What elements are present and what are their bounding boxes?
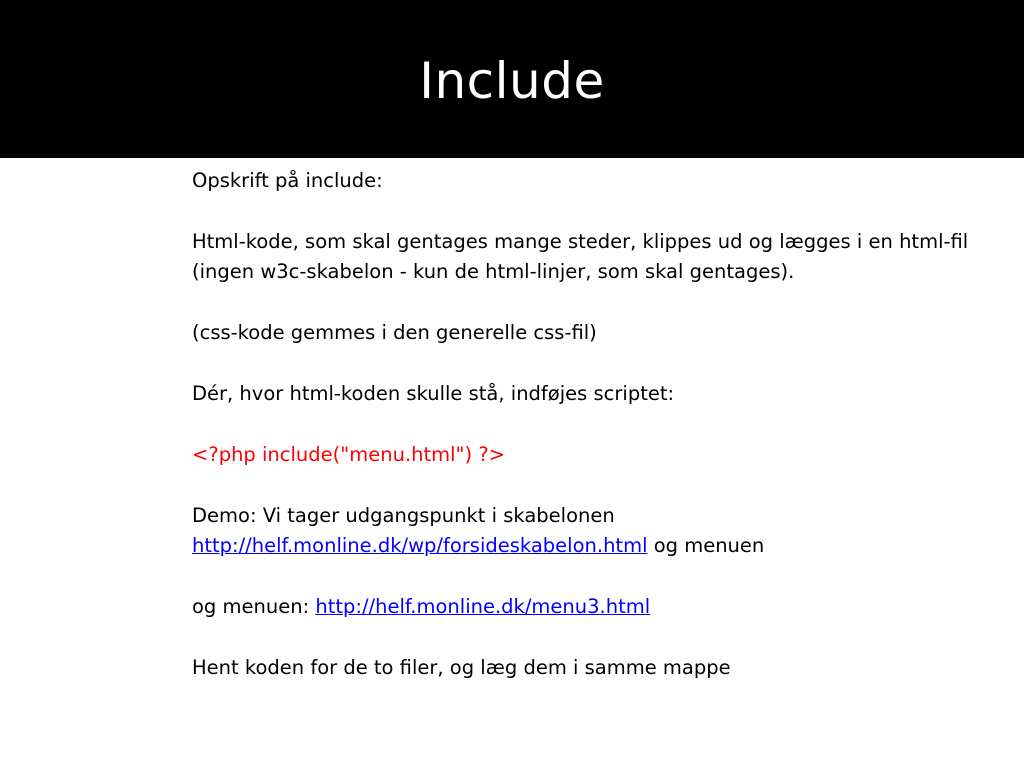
spacer (192, 287, 1012, 318)
menu-link-line (192, 592, 1012, 622)
slide-title: Include (419, 52, 605, 110)
slide-body (192, 166, 1012, 683)
menu3-link[interactable]: http://helf.monline.dk/menu3.html (315, 595, 651, 618)
spacer (192, 348, 1012, 379)
php-include-code: <?php include("menu.html") ?> (192, 443, 506, 466)
intro-text: Opskrift på include: (192, 169, 383, 192)
forsideskabelon-link[interactable]: http://helf.monline.dk/wp/forsideskabelon.html (192, 534, 648, 557)
spacer (192, 196, 1012, 227)
paragraph-html-kode-line-1: Html-kode, som skal gentages mange steder, klippes ud og lægges i en html-fil (192, 230, 969, 253)
spacer (192, 409, 1012, 440)
paragraph-html-kode-line-2: (ingen w3c-skabelon - kun de html-linjer, som skal gentages). (192, 260, 795, 283)
spacer (192, 561, 1012, 592)
demo-link-line (192, 531, 1012, 561)
title-bar (0, 0, 1024, 158)
final-instruction: Hent koden for de to filer, og læg dem i samme mappe (192, 656, 731, 679)
demo-suffix-text: og menuen (647, 534, 765, 557)
menu-prefix-text: og menuen: (192, 595, 316, 618)
spacer (192, 470, 1012, 501)
demo-text: Demo: Vi tager udgangspunkt i skabelonen (192, 504, 615, 527)
paragraph-css-kode: (css-kode gemmes i den generelle css-fil) (192, 321, 597, 344)
paragraph-script-instruction: Dér, hvor html-koden skulle stå, indføjes scriptet: (192, 382, 675, 405)
spacer (192, 622, 1012, 653)
